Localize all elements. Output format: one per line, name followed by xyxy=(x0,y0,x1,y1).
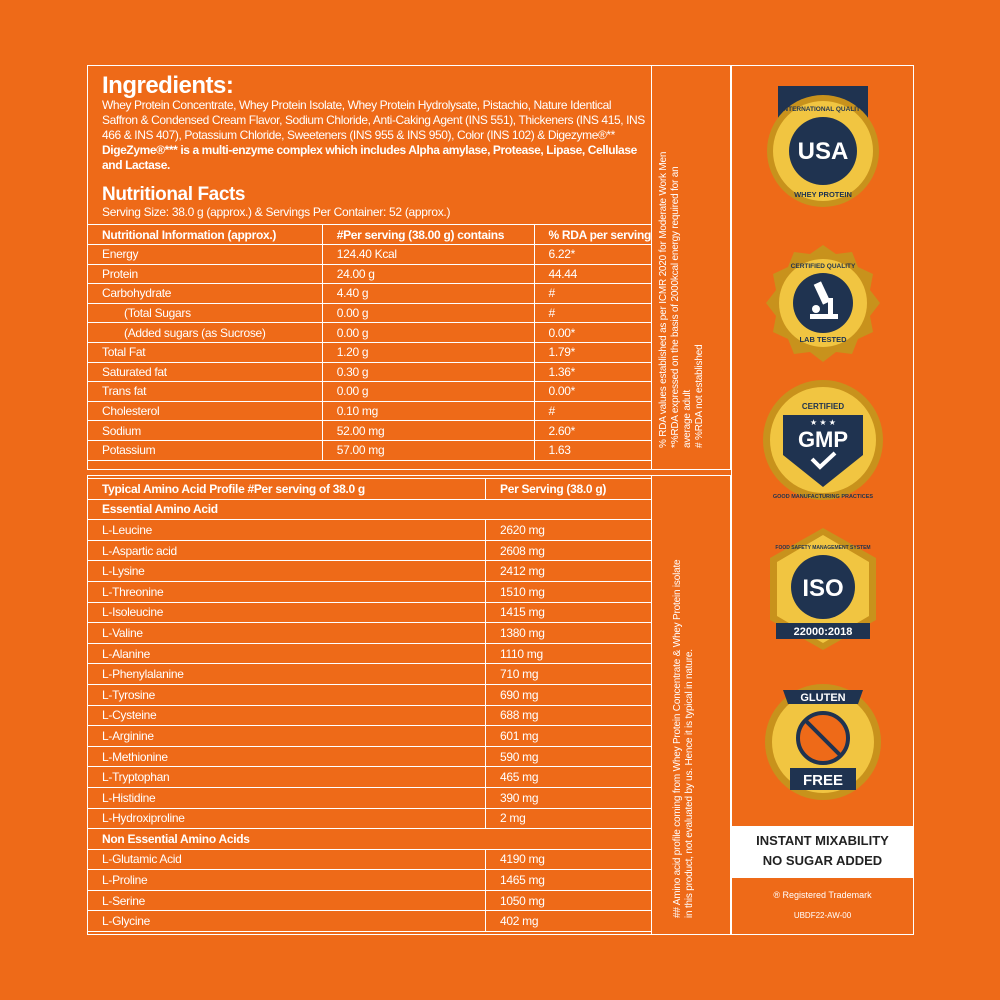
table-row xyxy=(88,342,652,362)
table-row xyxy=(88,362,652,382)
table-row xyxy=(88,911,652,932)
amino-name: L-Alanine xyxy=(88,643,486,664)
table-row xyxy=(88,561,652,582)
nutrient-rda: # xyxy=(534,284,651,304)
rda-note-line: # %RDA not established xyxy=(694,344,705,448)
amino-name: L-Aspartic acid xyxy=(88,540,486,561)
amino-value: 402 mg xyxy=(486,911,652,932)
amino-name: L-Phenylalanine xyxy=(88,664,486,685)
amino-name: L-Isoleucine xyxy=(88,602,486,623)
nutrient-rda: 0.00* xyxy=(534,323,651,343)
amino-value: 1415 mg xyxy=(486,602,652,623)
ingredients-title: Ingredients: xyxy=(102,72,234,99)
rda-note-line: % RDA values established as per ICMR 2020 for Moderate Work Men xyxy=(658,151,669,448)
nutrient-value: 0.00 g xyxy=(322,303,534,323)
nutrient-value: 0.00 g xyxy=(322,323,534,343)
amino-side-note xyxy=(672,560,696,918)
nutrient-value: 57.00 mg xyxy=(322,440,534,460)
usa-whey-badge xyxy=(758,86,888,216)
amino-value: 4190 mg xyxy=(486,849,652,870)
table-row xyxy=(88,726,652,747)
amino-name: L-Valine xyxy=(88,623,486,644)
nutrient-name: Total Fat xyxy=(88,342,323,362)
instant-mixability-text: INSTANT MIXABILITY xyxy=(756,833,889,848)
ingredients-list: Whey Protein Concentrate, Whey Protein Isolate, Whey Protein Hydrolysate, Pistachio, Nature Identical Saffron & Condensed Cream Flavor, Sodium Chloride, Anti-Caking Agent (INS 551), Thickeners (INS 415, INS 466 & INS 407), Potassium Chloride, Sweeteners (INS 955 & INS 950), Color (INS 102) & Digezyme®** xyxy=(102,98,645,142)
table-row xyxy=(88,303,652,323)
table-row xyxy=(88,245,652,265)
amino-name: L-Leucine xyxy=(88,520,486,541)
gluten-free-badge xyxy=(758,680,888,810)
nutrient-value: 4.40 g xyxy=(322,284,534,304)
table-row xyxy=(88,808,652,829)
nutrient-rda: 1.79* xyxy=(534,342,651,362)
nutrient-rda: 0.00* xyxy=(534,382,651,402)
table-row xyxy=(88,664,652,685)
table-row xyxy=(88,623,652,644)
nutrition-title: Nutritional Facts xyxy=(102,184,246,205)
amino-value: 1110 mg xyxy=(486,643,652,664)
nutrient-rda: 44.44 xyxy=(534,264,651,284)
table-row xyxy=(88,602,652,623)
nutrient-name: (Added sugars (as Sucrose) xyxy=(88,323,323,343)
nutrient-name: Potassium xyxy=(88,440,323,460)
amino-value: 1380 mg xyxy=(486,623,652,644)
nutrient-value: 0.10 mg xyxy=(322,401,534,421)
nutrient-value: 124.40 Kcal xyxy=(322,245,534,265)
usa-top-text: INTERNATIONAL QUALITY xyxy=(781,106,865,113)
amino-value: 1050 mg xyxy=(486,890,652,911)
table-row xyxy=(88,421,652,441)
nutrient-name: Sodium xyxy=(88,421,323,441)
section-header: Essential Amino Acid xyxy=(88,499,652,520)
amino-value: 2 mg xyxy=(486,808,652,829)
table-row xyxy=(88,284,652,304)
nutrient-name: Trans fat xyxy=(88,382,323,402)
table-row xyxy=(88,746,652,767)
nutrient-rda: 6.22* xyxy=(534,245,651,265)
iso-text: ISO xyxy=(802,575,844,602)
amino-note-line: in this product, not evaluated by us. Hence it is typical in nature. xyxy=(684,649,695,918)
amino-col-header: Typical Amino Acid Profile #Per serving of 38.0 g xyxy=(88,479,486,500)
nutrient-value: 52.00 mg xyxy=(322,421,534,441)
amino-note-line: ## Amino acid profile coming from Whey Protein Concentrate & Whey Protein isolate xyxy=(672,559,683,918)
amino-value: 710 mg xyxy=(486,664,652,685)
ingredients-text xyxy=(102,98,647,173)
table-row xyxy=(88,323,652,343)
nutrient-value: 1.20 g xyxy=(322,342,534,362)
table-row xyxy=(88,540,652,561)
amino-name: L-Glutamic Acid xyxy=(88,849,486,870)
gmp-badge xyxy=(758,375,888,505)
table-row xyxy=(88,787,652,808)
amino-value: 690 mg xyxy=(486,684,652,705)
amino-name: L-Threonine xyxy=(88,581,486,602)
rda-side-note xyxy=(658,152,706,448)
nutrient-name: (Total Sugars xyxy=(88,303,323,323)
product-code: UBDF22-AW-00 xyxy=(793,911,852,920)
section-header-row xyxy=(88,829,652,850)
lab-bottom-text: LAB TESTED xyxy=(799,335,847,344)
amino-table xyxy=(87,478,652,932)
nutrient-rda: 1.36* xyxy=(534,362,651,382)
amino-name: L-Serine xyxy=(88,890,486,911)
amino-name: L-Tryptophan xyxy=(88,767,486,788)
table-row xyxy=(88,440,652,460)
amino-value: 2620 mg xyxy=(486,520,652,541)
digezyme-text: DigeZyme®*** is a multi-enzyme complex which includes Alpha amylase, Protease, Lipase, Cellulase and Lactase. xyxy=(102,143,637,172)
amino-value: 1510 mg xyxy=(486,581,652,602)
table-row xyxy=(88,870,652,891)
serving-info: Serving Size: 38.0 g (approx.) & Servings Per Container: 52 (approx.) xyxy=(102,205,451,219)
amino-name: L-Arginine xyxy=(88,726,486,747)
amino-value: 2608 mg xyxy=(486,540,652,561)
amino-name: L-Cysteine xyxy=(88,705,486,726)
amino-value: 590 mg xyxy=(486,746,652,767)
nutrition-col-header: Nutritional Information (approx.) xyxy=(88,225,323,245)
nutrient-rda: 2.60* xyxy=(534,421,651,441)
amino-header-row xyxy=(88,479,652,500)
free-text: FREE xyxy=(802,772,844,789)
claims-box xyxy=(732,826,913,878)
nutrient-rda: # xyxy=(534,303,651,323)
stars-icon: ★ ★ ★ xyxy=(810,418,836,427)
table-row xyxy=(88,581,652,602)
amino-name: L-Hydroxiproline xyxy=(88,808,486,829)
amino-value: 465 mg xyxy=(486,767,652,788)
nutrition-header-row xyxy=(88,225,652,245)
table-row xyxy=(88,767,652,788)
table-row xyxy=(88,890,652,911)
amino-value: 688 mg xyxy=(486,705,652,726)
iso-standard-text: 22000:2018 xyxy=(793,626,853,638)
table-row xyxy=(88,643,652,664)
amino-name: L-Histidine xyxy=(88,787,486,808)
gmp-ring-text: GOOD MANUFACTURING PRACTICES xyxy=(772,494,874,500)
amino-name: L-Glycine xyxy=(88,911,486,932)
nutrition-col-header: % RDA per serving xyxy=(534,225,651,245)
section-header-row xyxy=(88,499,652,520)
section-header: Non Essential Amino Acids xyxy=(88,829,652,850)
nutrition-table xyxy=(87,224,652,461)
table-row xyxy=(88,401,652,421)
iso-ring-text: FOOD SAFETY MANAGEMENT SYSTEM xyxy=(775,545,871,551)
lab-top-text: CERTIFIED QUALITY xyxy=(790,263,856,270)
nutrition-col-header: #Per serving (38.00 g) contains xyxy=(322,225,534,245)
amino-name: L-Lysine xyxy=(88,561,486,582)
rda-note-line: average adult xyxy=(682,389,693,448)
amino-value: 2412 mg xyxy=(486,561,652,582)
amino-col-header: Per Serving (38.0 g) xyxy=(486,479,652,500)
amino-value: 1465 mg xyxy=(486,870,652,891)
nutrient-rda: # xyxy=(534,401,651,421)
amino-name: L-Methionine xyxy=(88,746,486,767)
nutrient-name: Saturated fat xyxy=(88,362,323,382)
nutrient-rda: 1.63 xyxy=(534,440,651,460)
amino-name: L-Tyrosine xyxy=(88,684,486,705)
gluten-text: GLUTEN xyxy=(800,692,846,704)
trademark-text: ® Registered Trademark xyxy=(773,890,872,900)
gmp-top-text: CERTIFIED xyxy=(801,402,845,411)
nutrient-name: Cholesterol xyxy=(88,401,323,421)
amino-value: 601 mg xyxy=(486,726,652,747)
usa-text: USA xyxy=(797,138,849,165)
table-row xyxy=(88,684,652,705)
nutrient-value: 0.30 g xyxy=(322,362,534,382)
gmp-text: GMP xyxy=(797,427,849,452)
amino-name: L-Proline xyxy=(88,870,486,891)
table-row xyxy=(88,849,652,870)
table-row xyxy=(88,705,652,726)
usa-bottom-text: WHEY PROTEIN xyxy=(794,190,852,199)
no-sugar-added-text: NO SUGAR ADDED xyxy=(762,853,883,868)
table-row xyxy=(88,382,652,402)
nutrient-value: 0.00 g xyxy=(322,382,534,402)
table-row xyxy=(88,264,652,284)
iso-badge xyxy=(758,525,888,655)
rda-note-line: *%RDA expressed on the basis of 2000kcal energy required for an xyxy=(670,166,681,448)
amino-value: 390 mg xyxy=(486,787,652,808)
nutrient-name: Energy xyxy=(88,245,323,265)
nutrient-name: Carbohydrate xyxy=(88,284,323,304)
nutrient-value: 24.00 g xyxy=(322,264,534,284)
table-row xyxy=(88,520,652,541)
nutrient-name: Protein xyxy=(88,264,323,284)
lab-tested-badge xyxy=(758,240,888,370)
